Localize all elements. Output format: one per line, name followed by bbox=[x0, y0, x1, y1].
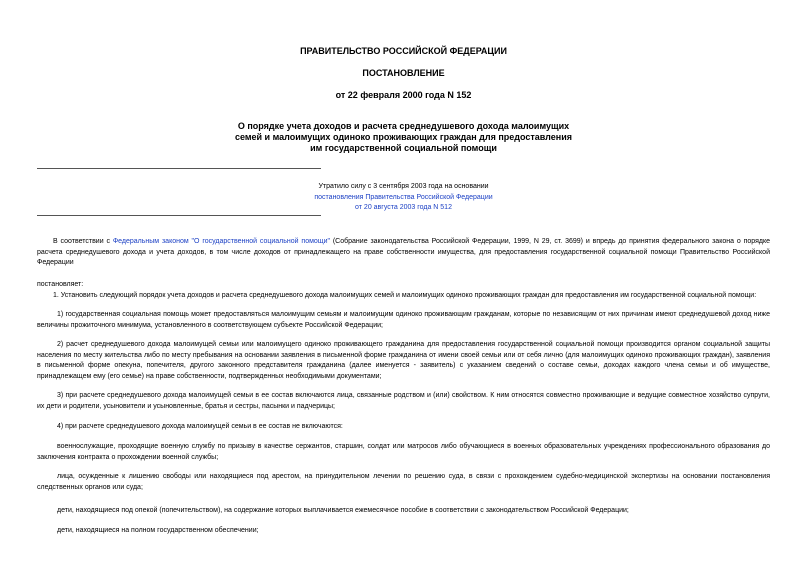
paragraph-3: 2) расчет среднедушевого дохода малоимущей семьи или малоимущего одиноко проживающего гражданина для предоставления государственной социальной помощи производится органом социальной защиты населения по месту жительства либо по месту пребывания на основании заявления в письменной форме гражданина от имени своей семьи или от себя лично (для малоимущих одиноко проживающих граждан), заявления в письменной форме опекуна, попечителя, другого законного представителя гражданина (далее именуется - заявитель) с указанием сведений о составе семьи, доходах каждого члена семьи и об имуществе, принадлежащем ему (его семье) на праве собственности, подтвержденных необходимыми документами; bbox=[37, 341, 770, 380]
federal-law-link[interactable]: Федеральным законом "О государственной социальной помощи" bbox=[112, 238, 330, 245]
status-note-text: Утратило силу с 3 сентября 2003 года на основании bbox=[318, 183, 489, 190]
date-number-heading: от 22 февраля 2000 года N 152 bbox=[335, 90, 472, 100]
paragraph-8: дети, находящиеся под опекой (попечительством), на содержание которых выплачивается ежемесячное пособие в соответствии с законодательством Российской Федерации; bbox=[57, 507, 629, 514]
preamble-text-start: В соответствии с bbox=[53, 238, 113, 245]
document-title-line-1: О порядке учета доходов и расчета среднедушевого дохода малоимущих bbox=[237, 121, 570, 131]
resolves-text: постановляет: bbox=[37, 281, 84, 288]
repeal-decree-date-link[interactable]: от 20 августа 2003 года N 512 bbox=[355, 204, 452, 211]
paragraph-9: дети, находящиеся на полном государственном обеспечении; bbox=[57, 527, 259, 534]
document-title-line-2: семей и малоимущих одиноко проживающих граждан для предоставления bbox=[234, 132, 573, 142]
repeal-decree-link[interactable]: постановления Правительства Российской Федерации bbox=[314, 193, 493, 201]
bottom-divider bbox=[37, 215, 321, 216]
document-title-line-3: им государственной социальной помощи bbox=[310, 143, 497, 153]
preamble-text-end: (Собрание законодательства Российской Федерации, 1999, N 29, ст. 3699) и впредь до принятия федерального закона о порядке расчета среднедушевого дохода и учета доходов, в том числе доходов от принадлежащего на праве собственности имущества, для предоставления государственной социальной помощи Правительство Российской Федерации bbox=[37, 238, 771, 266]
government-heading: ПРАВИТЕЛЬСТВО РОССИЙСКОЙ ФЕДЕРАЦИИ bbox=[300, 46, 507, 56]
paragraph-7: лица, осужденные к лишению свободы или находящиеся под арестом, на принудительном лечении по решению суда, в связи с прохождением судебно-медицинской экспертизы на основании постановления следственных органов или суда; bbox=[37, 473, 770, 491]
paragraph-5: 4) при расчете среднедушевого дохода малоимущей семьи в ее состав не включаются: bbox=[57, 423, 343, 430]
top-divider bbox=[37, 168, 321, 169]
preamble bbox=[37, 237, 770, 269]
status-note bbox=[0, 182, 807, 214]
paragraph-1: 1. Установить следующий порядок учета доходов и расчета среднедушевого дохода малоимущих семей и малоимущих одиноко проживающих граждан для предоставления им государственной социальной помощи: bbox=[53, 292, 757, 299]
paragraph-6: военнослужащие, проходящие военную службу по призыву в качестве сержантов, старшин, солдат или матросов либо обучающиеся в военных образовательных учреждениях профессионального образования до заключения контракта о прохождении военной службы; bbox=[37, 443, 770, 461]
paragraph-4: 3) при расчете среднедушевого дохода малоимущей семьи в ее состав включаются лица, связанные родством и (или) свойством. К ним относятся совместно проживающие и ведущие совместное хозяйство супруги, их дети и родители, усыновители и усыновленные, братья и сестры, пасынки и падчерицы; bbox=[37, 392, 770, 410]
document-type-heading: ПОСТАНОВЛЕНИЕ bbox=[362, 68, 445, 78]
paragraph-2: 1) государственная социальная помощь может предоставляться малоимущим семьям и малоимущим одиноко проживающим гражданам, которые по независящим от них причинам имеют среднедушевой доход ниже величины прожиточного минимума, установленного в соответствующем субъекте Российской Федерации; bbox=[37, 311, 770, 329]
